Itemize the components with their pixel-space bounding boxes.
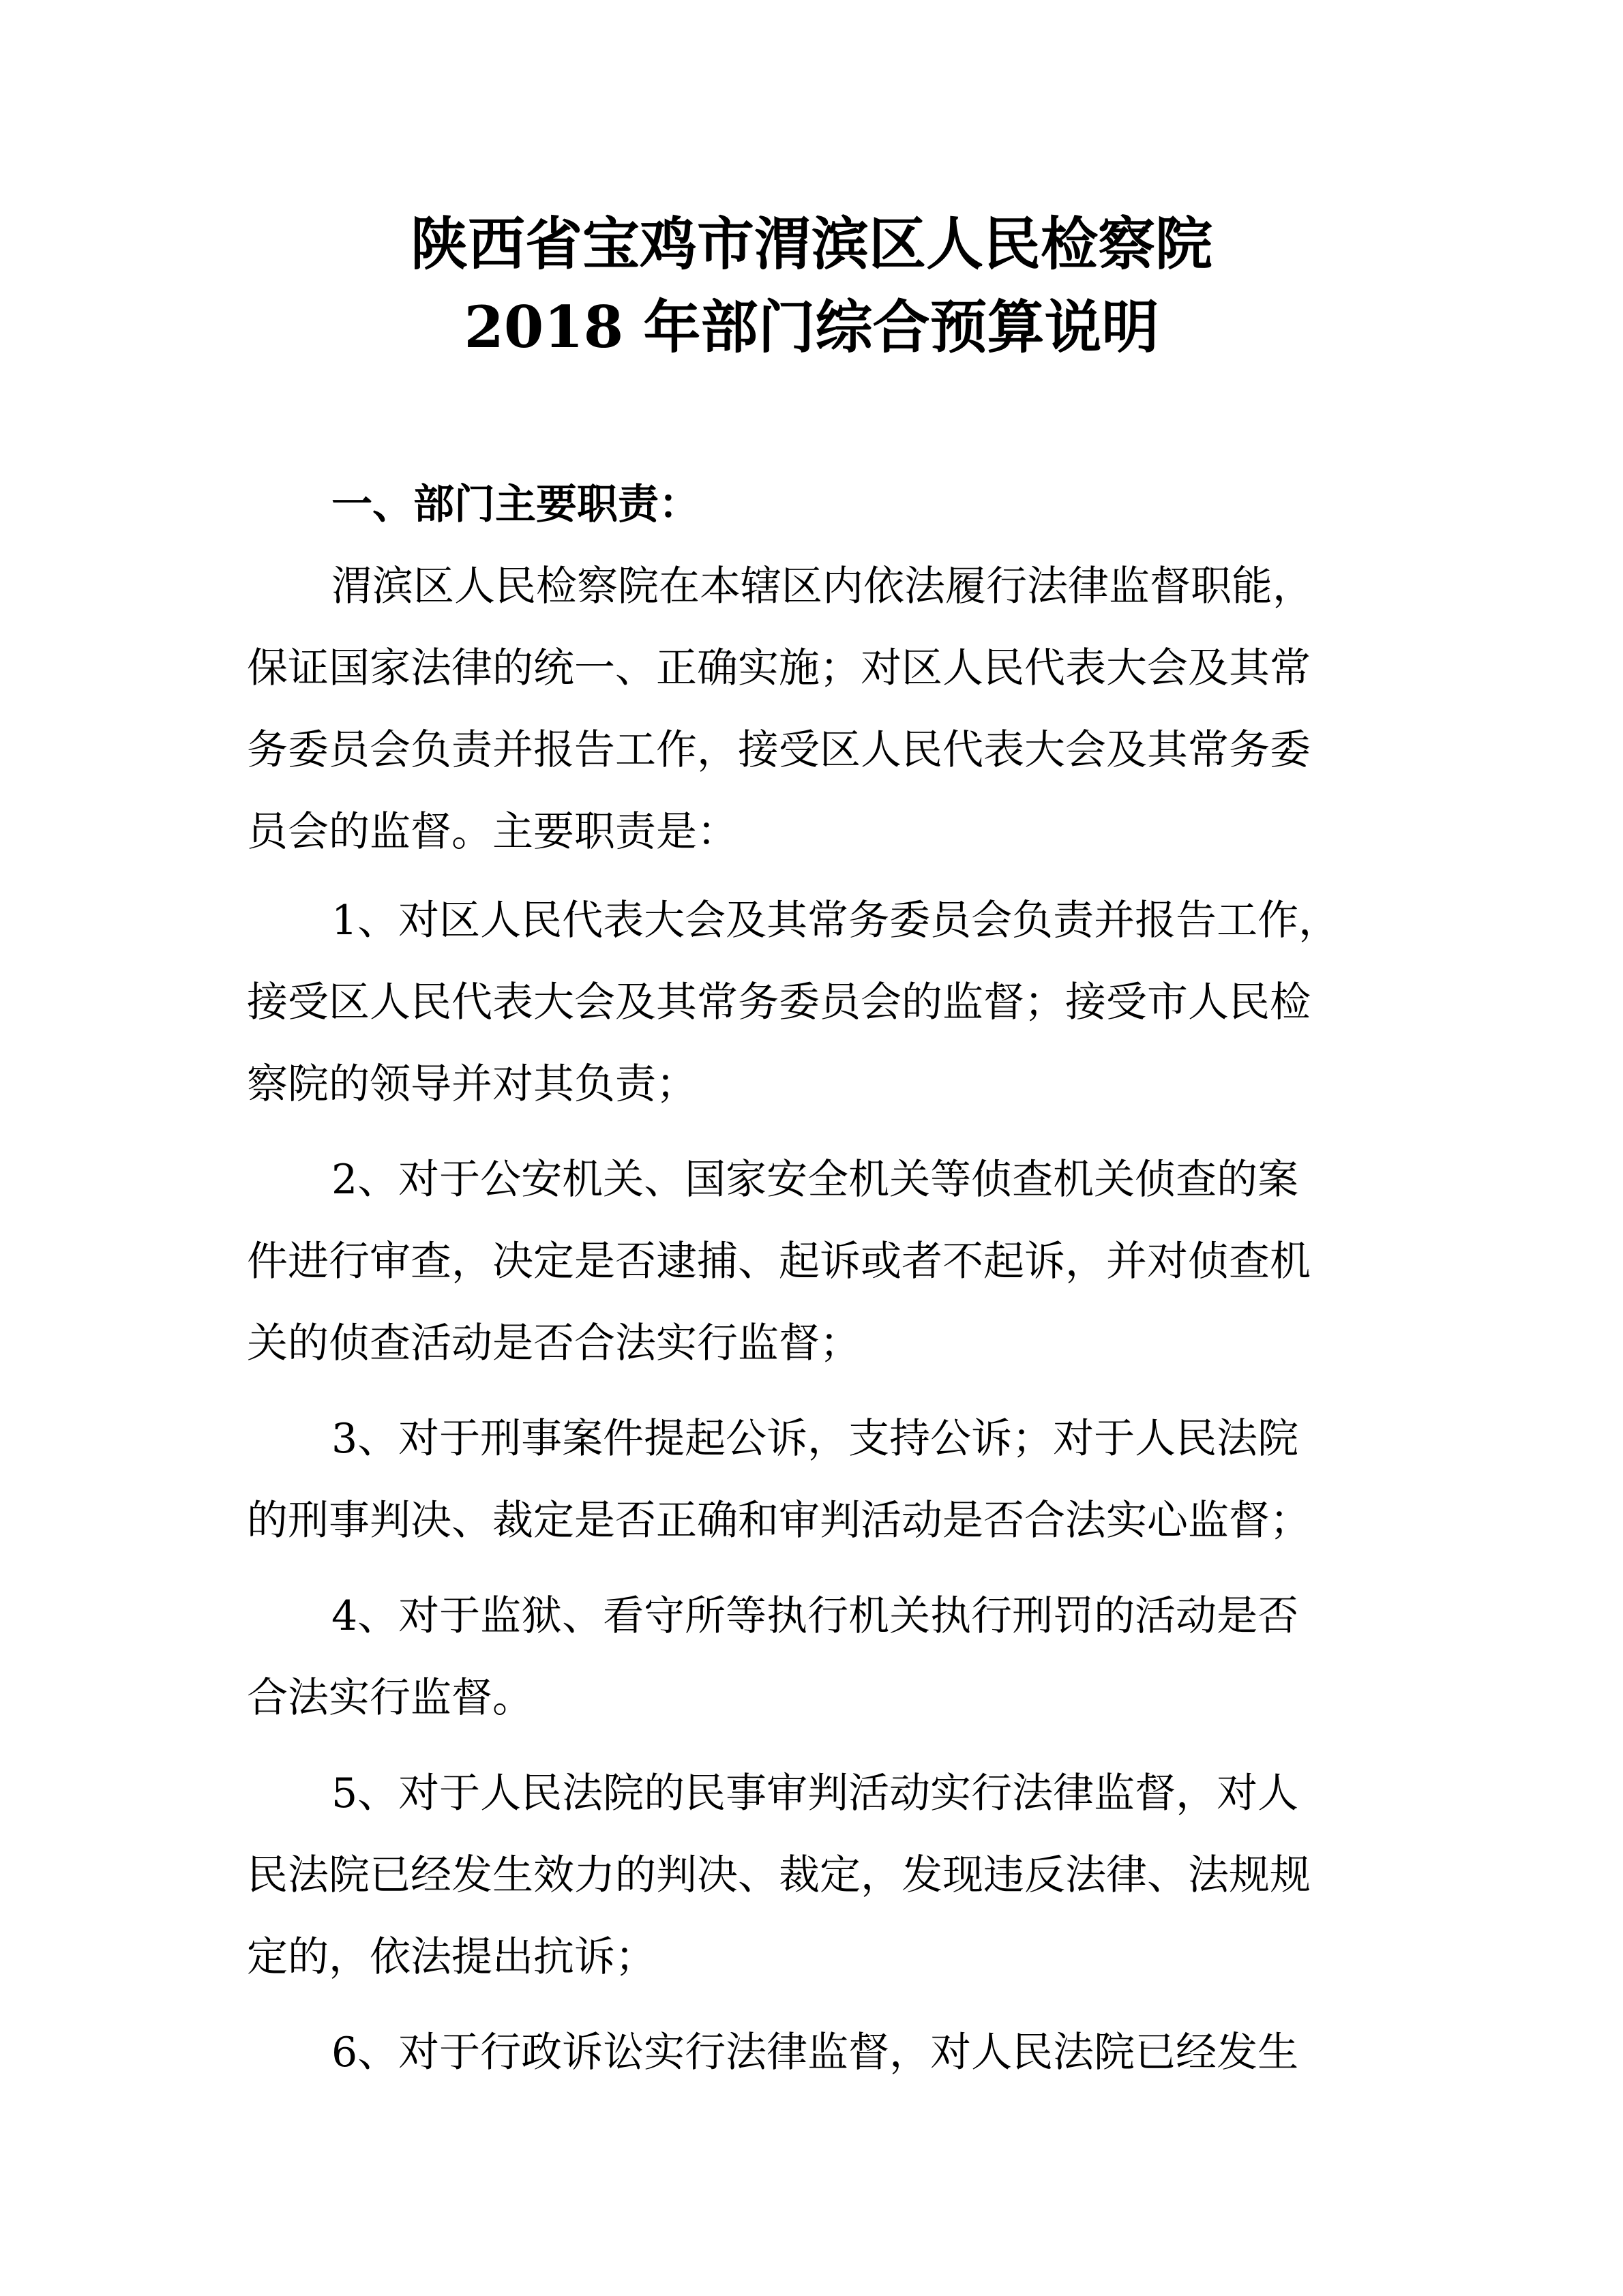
- document-title-line-1: 陕西省宝鸡市渭滨区人民检察院: [410, 210, 1212, 278]
- paragraph-line: 定的，依法提出抗诉；: [247, 1933, 656, 1981]
- paragraph-line: 2、对于公安机关、国家安全机关等侦查机关侦查的案: [331, 1156, 1299, 1204]
- paragraph-line: 合法实行监督。: [247, 1674, 533, 1722]
- paragraph-line: 员会的监督。主要职责是：: [247, 808, 738, 856]
- section-heading: 一、部门主要职责：: [331, 481, 700, 528]
- paragraph-line: 件进行审查，决定是否逮捕、起诉或者不起诉，并对侦查机: [247, 1238, 1311, 1285]
- paragraph-line: 民法院已经发生效力的判决、裁定，发现违反法律、法规规: [247, 1851, 1311, 1899]
- paragraph-line: 察院的领导并对其负责；: [247, 1060, 697, 1108]
- paragraph-line: 关的侦查活动是否合法实行监督；: [247, 1320, 861, 1367]
- paragraph-line: 6、对于行政诉讼实行法律监督，对人民法院已经发生: [331, 2029, 1299, 2076]
- paragraph-line: 务委员会负责并报告工作，接受区人民代表大会及其常务委: [247, 726, 1311, 774]
- paragraph-line: 5、对于人民法院的民事审判活动实行法律监督，对人: [331, 1770, 1299, 1817]
- paragraph-line: 1、对区人民代表大会及其常务委员会负责并报告工作，: [331, 897, 1340, 944]
- paragraph-line: 4、对于监狱、看守所等执行机关执行刑罚的活动是否: [331, 1592, 1299, 1640]
- paragraph-line: 渭滨区人民检察院在本辖区内依法履行法律监督职能，: [331, 563, 1313, 610]
- document-title-line-2: 2018 年部门综合预算说明: [464, 293, 1159, 361]
- paragraph-line: 的刑事判决、裁定是否正确和审判活动是否合法实心监督；: [247, 1497, 1311, 1545]
- paragraph-line: 保证国家法律的统一、正确实施；对区人民代表大会及其常: [247, 644, 1311, 692]
- paragraph-line: 接受区人民代表大会及其常务委员会的监督；接受市人民检: [247, 979, 1311, 1026]
- paragraph-line: 3、对于刑事案件提起公诉，支持公诉；对于人民法院: [331, 1415, 1299, 1463]
